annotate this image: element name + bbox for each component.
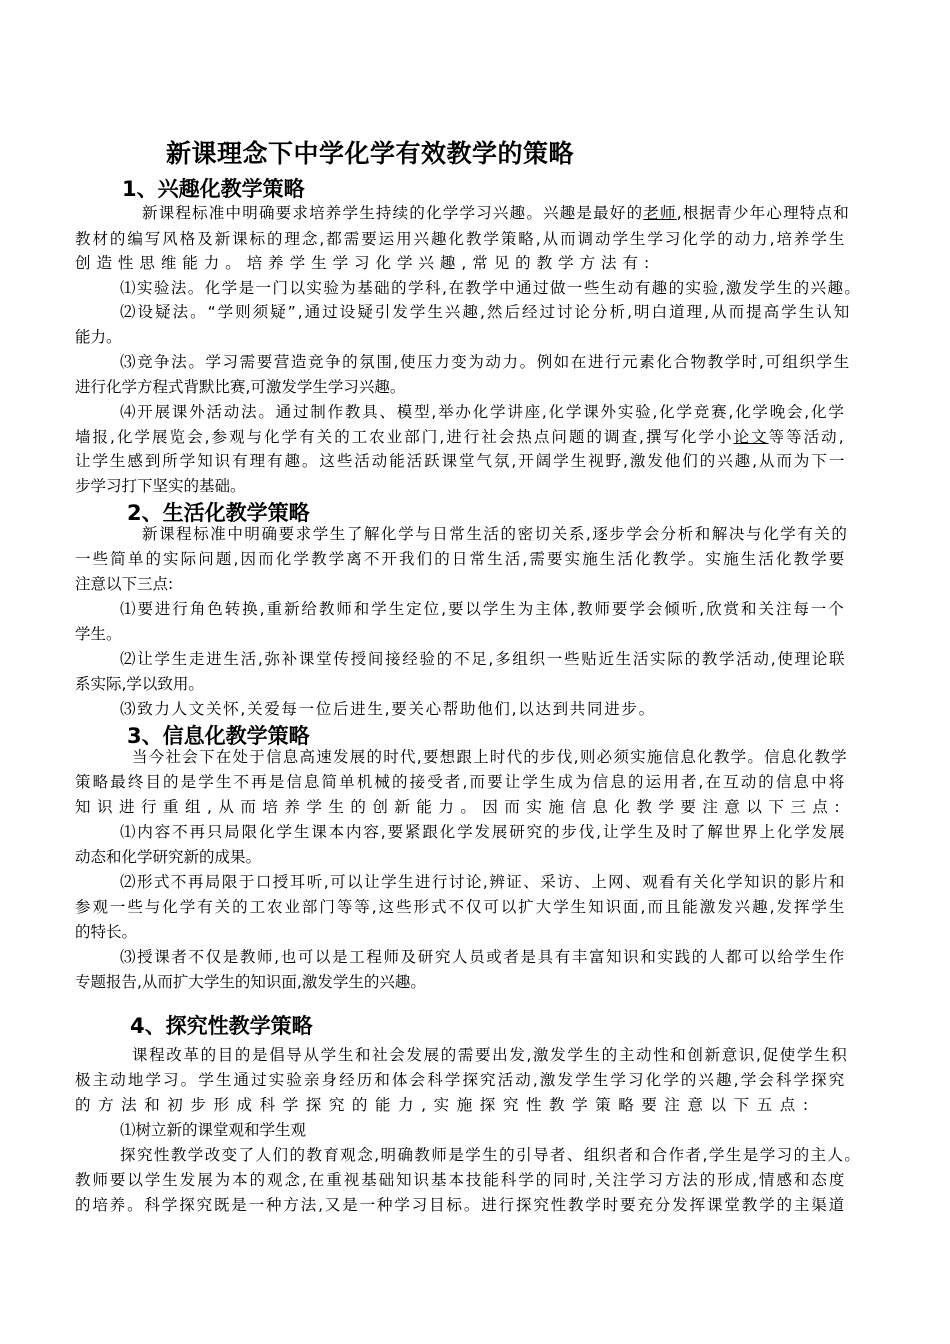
paragraph-line: 极主动地学习。学生通过实验亲身经历和体会科学探究活动,激发学生学习化学的兴趣,学会科学探究 bbox=[75, 1071, 847, 1089]
text-segment: ,根据青少年心理特点和 bbox=[676, 204, 850, 222]
text-segment: 等等活动, bbox=[768, 428, 846, 446]
paragraph-line: ⑵形式不再局限于口授耳听,可以让学生进行讨论,辨证、采访、上网、观看有关化学知识的影片和 bbox=[120, 873, 846, 891]
paragraph-line: ⑴内容不再只局限化学生课本内容,要紧跟化学发展研究的步伐,让学生及时了解世界上化学发展 bbox=[120, 823, 847, 841]
paragraph-line: 动态和化学研究新的成果。 bbox=[75, 848, 262, 866]
paragraph-line: 步学习打下坚实的基础。 bbox=[75, 477, 246, 495]
text-segment: 墙报,化学展览会,参观与化学有关的工农业部门,进行社会热点问题的调查,撰写化学小 bbox=[75, 428, 734, 446]
paragraph-line: 知识进行重组,从而培养学生的创新能力。因而实施信息化教学要注意以下三点: bbox=[75, 798, 847, 816]
paragraph-line: 专题报告,从而扩大学生的知识面,激发学生的兴趣。 bbox=[75, 973, 426, 991]
paragraph-line bbox=[142, 203, 850, 223]
paragraph-line: ⑶授课者不仅是教师,也可以是工程师及研究人员或者是具有丰富知识和实践的人都可以给学生作 bbox=[120, 948, 846, 966]
paragraph-line: ⑴树立新的课堂观和学生观 bbox=[120, 1121, 307, 1139]
paragraph-line: 学生。 bbox=[75, 625, 122, 643]
paragraph-line: ⑴要进行角色转换,重新给教师和学生定位,要以学生为主体,教师要学会倾听,欣赏和关注每一个 bbox=[120, 600, 846, 618]
paragraph-line: ⑶致力人文关怀,关爱每一位后进生,要关心帮助他们,以达到共同进步。 bbox=[120, 700, 656, 718]
paragraph-line: 创造性思维能力。培养学生学习化学兴趣,常见的教学方法有: bbox=[75, 254, 656, 272]
inline-link[interactable]: 论文 bbox=[733, 428, 769, 446]
section-heading: 4、探究性教学策略 bbox=[130, 1014, 313, 1038]
paragraph-line: 参观一些与化学有关的工农业部门等等,这些形式不仅可以扩大学生知识面,而且能激发兴趣,发挥学生 bbox=[75, 898, 847, 916]
paragraph-line: ⑵设疑法。“学则须疑”,通过设疑引发学生兴趣,然后经过讨论分析,明白道理,从而提高学生认知 bbox=[120, 303, 852, 321]
paragraph-line: 的特长。 bbox=[75, 923, 138, 941]
section-heading: 1、兴趣化教学策略 bbox=[122, 177, 305, 201]
paragraph-line: 的方法和初步形成科学探究的能力,实施探究性教学策略要注意以下五点: bbox=[75, 1096, 816, 1114]
paragraph-line: ⑶竞争法。学习需要营造竞争的氛围,使压力变为动力。例如在进行元素化合物教学时,可组织学生 bbox=[120, 353, 851, 371]
paragraph-line: ⑷开展课外活动法。通过制作教具、模型,举办化学讲座,化学课外实验,化学竞赛,化学晚会,化学 bbox=[120, 403, 846, 421]
section-heading: 2、生活化教学策略 bbox=[127, 501, 310, 525]
paragraph-line: 能力。 bbox=[75, 328, 122, 346]
paragraph-line: 教材的编写风格及新课标的理念,都需要运用兴趣化教学策略,从而调动学生学习化学的动力,培养学生 bbox=[75, 230, 847, 248]
paragraph-line: 探究性教学改变了人们的教育观念,明确教师是学生的引导者、组织者和合作者,学生是学习的主人。 bbox=[120, 1146, 862, 1164]
paragraph-line: ⑵让学生走进生活,弥补课堂传授间接经验的不足,多组织一些贴近生活实际的教学活动,使理论联 bbox=[120, 650, 847, 668]
paragraph-line: 的培养。科学探究既是一种方法,又是一种学习目标。进行探究性教学时要充分发挥课堂教学的主渠道 bbox=[75, 1196, 846, 1214]
paragraph-line: 新课程标准中明确要求学生了解化学与日常生活的密切关系,逐步学会分析和解决与化学有关的 bbox=[142, 525, 849, 543]
paragraph-line: 当今社会下在处于信息高速发展的时代,要想跟上时代的步伐,则必须实施信息化教学。信息化教学 bbox=[132, 748, 848, 766]
paragraph-line: 教师要以学生发展为本的观念,在重视基础知识基本技能科学的同时,关注学习方法的形成,情感和态度 bbox=[75, 1171, 847, 1189]
inline-link[interactable]: 老师 bbox=[643, 204, 677, 222]
paragraph-line: 系实际,学以致用。 bbox=[75, 675, 204, 693]
paragraph-line: 让学生感到所学知识有理有趣。这些活动能活跃课堂气氛,开阔学生视野,激发他们的兴趣,从而为下一 bbox=[75, 452, 847, 470]
paragraph-line: ⑴实验法。化学是一门以实验为基础的学科,在教学中通过做一些生动有趣的实验,激发学生的兴趣。 bbox=[120, 279, 862, 297]
paragraph-line: 注意以下三点: bbox=[75, 575, 174, 593]
section-heading: 3、信息化教学策略 bbox=[127, 724, 310, 748]
document-title: 新课理念下中学化学有效教学的策略 bbox=[166, 139, 575, 168]
text-segment: 新课程标准中明确要求培养学生持续的化学学习兴趣。兴趣是最好的 bbox=[142, 204, 644, 222]
paragraph-line bbox=[75, 427, 846, 447]
paragraph-line: 策略最终目的是学生不再是信息简单机械的接受者,而要让学生成为信息的运用者,在互动的信息中将 bbox=[75, 773, 847, 791]
paragraph-line: 课程改革的目的是倡导从学生和社会发展的需要出发,激发学生的主动性和创新意识,促使学生积 bbox=[132, 1046, 849, 1064]
paragraph-line: 一些简单的实际问题,因而化学教学离不开我们的日常生活,需要实施生活化教学。实施生活化教学要 bbox=[75, 550, 847, 568]
paragraph-line: 进行化学方程式背默比赛,可激发学生学习兴趣。 bbox=[75, 378, 406, 396]
